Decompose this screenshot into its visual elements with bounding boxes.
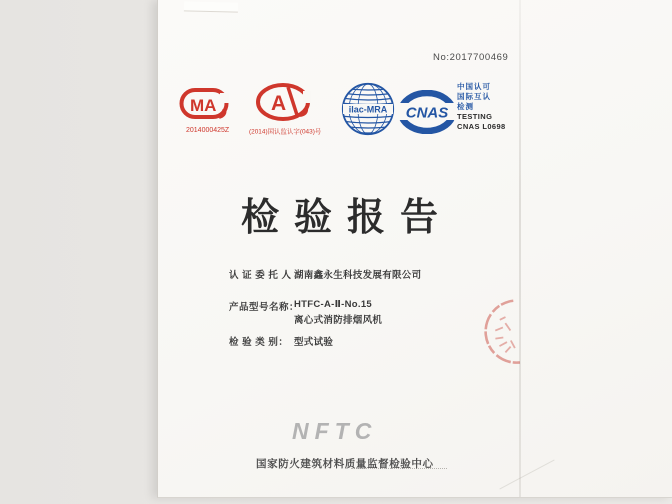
field-test-type bbox=[158, 334, 672, 348]
paper-crease-line bbox=[519, 0, 521, 497]
cnas-line-1: 中国认可 bbox=[457, 82, 491, 91]
cnas-accreditation-text bbox=[457, 82, 527, 132]
cnas-line-5: CNAS L0698 bbox=[457, 122, 506, 131]
field-test-type-value: 型式试验 bbox=[294, 337, 334, 348]
cnas-icon bbox=[398, 90, 456, 139]
field-product-model bbox=[158, 299, 672, 327]
paper-curl-line bbox=[499, 460, 554, 490]
red-seal-stamp bbox=[475, 292, 553, 378]
cma-certification-icon bbox=[179, 87, 229, 126]
report-number: No:2017700469 bbox=[433, 52, 509, 63]
report-title: 检验报告 bbox=[241, 197, 454, 239]
cnas-label: CNAS bbox=[405, 104, 449, 122]
ilac-mra-icon bbox=[341, 80, 395, 143]
field-test-type-label: 检 验 类 别： bbox=[229, 337, 289, 348]
cal-letter: A bbox=[271, 92, 287, 115]
cnas-line-4: TESTING bbox=[457, 112, 493, 121]
cnas-line-2: 国际互认 bbox=[457, 92, 491, 101]
cal-certification-icon bbox=[255, 82, 311, 127]
nftc-logo: NFTC bbox=[292, 418, 378, 444]
paper-fold-mark bbox=[184, 1, 238, 12]
field-applicant-value: 湖南鑫永生科技发展有限公司 bbox=[294, 270, 422, 281]
cal-caption: (2014)国认监认字(043)号 bbox=[249, 128, 322, 136]
field-product-name-value: 离心式消防排烟风机 bbox=[294, 315, 383, 326]
field-product-model-value: HTFC-A-Ⅱ-No.15 bbox=[294, 299, 373, 310]
field-product-model-label: 产品型号名称： bbox=[229, 302, 300, 313]
cma-caption: 2014000425Z bbox=[186, 127, 230, 134]
cnas-line-3: 检测 bbox=[457, 102, 474, 111]
ilac-mra-label: ilac-MRA bbox=[348, 104, 388, 115]
report-paper bbox=[157, 0, 672, 498]
field-applicant bbox=[158, 267, 672, 281]
inspection-center-name: 国家防火建筑材料质量监督检验中心 bbox=[256, 458, 434, 470]
cma-letters: MA bbox=[190, 96, 217, 115]
field-applicant-label: 认 证 委 托 人 ： bbox=[229, 270, 305, 281]
